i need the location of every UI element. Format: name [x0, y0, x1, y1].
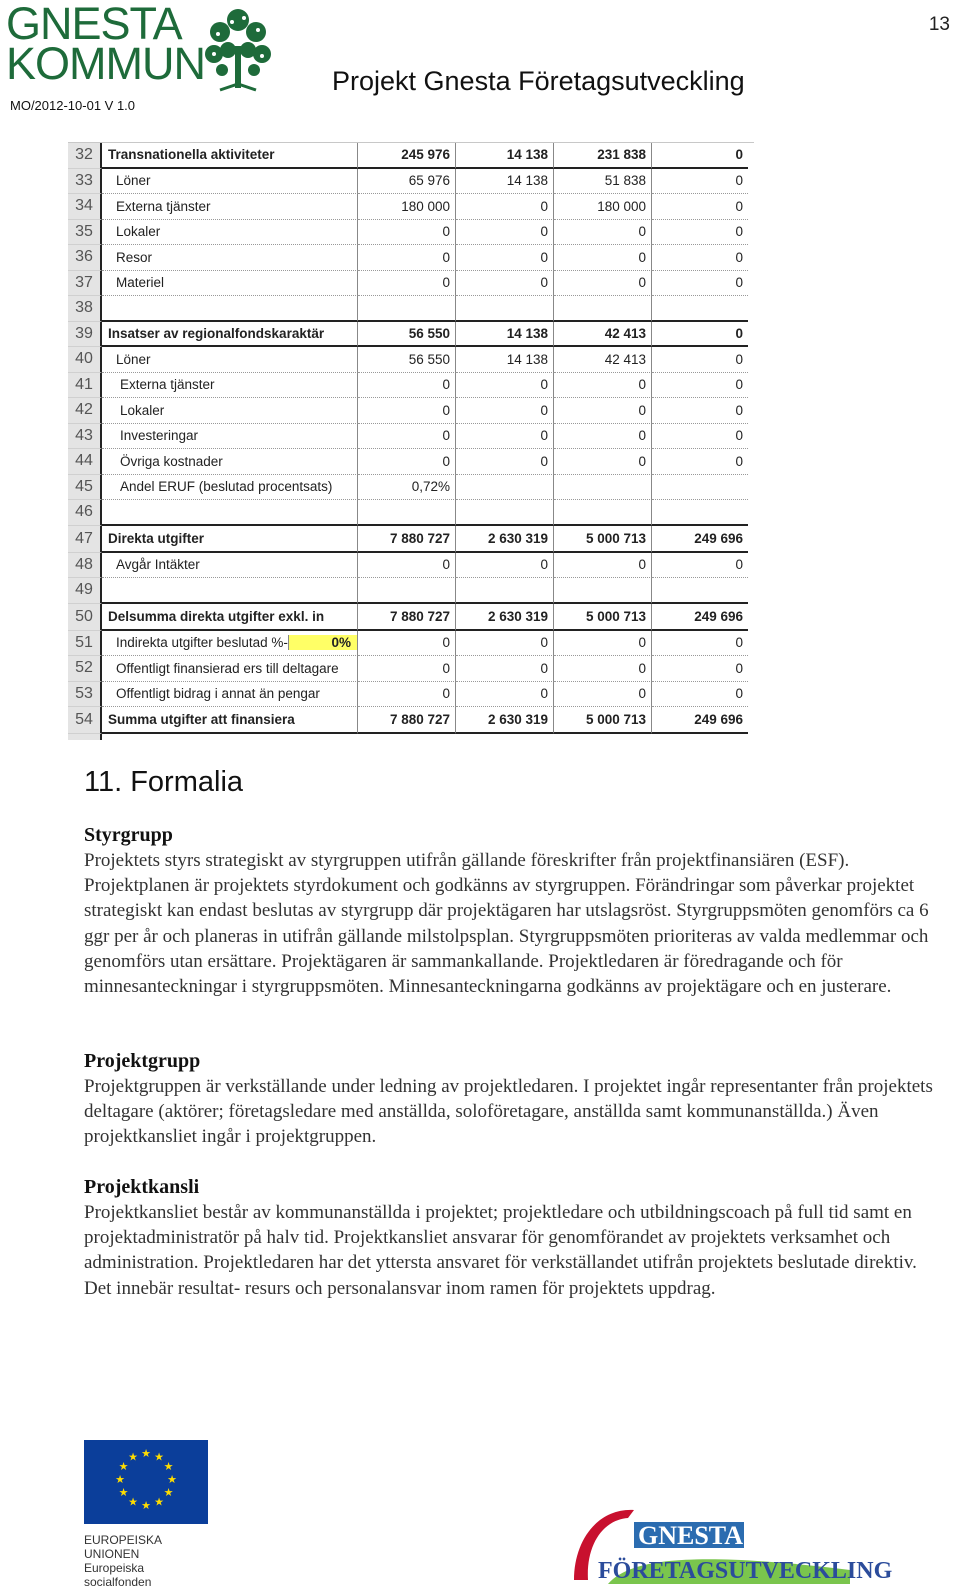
- row-label-with-percent: [102, 631, 358, 657]
- cell-value: [652, 475, 748, 501]
- cell-value: [358, 296, 456, 322]
- table-row: [68, 373, 754, 399]
- row-number: 37: [68, 271, 102, 297]
- cell-value: 5 000 713: [554, 526, 652, 553]
- cell-value: 14 138: [456, 169, 554, 195]
- eu-flag-icon: [84, 1440, 208, 1524]
- svg-text:★: ★: [118, 1486, 129, 1499]
- svg-text:★: ★: [154, 1495, 164, 1509]
- row-number: [68, 734, 102, 740]
- svg-text:★: ★: [167, 1473, 177, 1486]
- cell-value: 0: [358, 373, 456, 399]
- cell-value: 5 000 713: [554, 604, 652, 631]
- table-row: [68, 656, 754, 682]
- cell-value: 0: [652, 143, 748, 169]
- table-row: [68, 631, 754, 657]
- cell-value: 0: [554, 553, 652, 579]
- logo-wordmark: [6, 0, 205, 89]
- row-number: 38: [68, 296, 102, 322]
- cell-value: 56 550: [358, 347, 456, 373]
- cell-value: [554, 578, 652, 604]
- cell-value: 65 976: [358, 169, 456, 195]
- cell-value: 0: [554, 398, 652, 424]
- row-label: Lokaler: [102, 220, 358, 246]
- row-number: 36: [68, 245, 102, 271]
- row-label: Indirekta utgifter beslutad %-: [116, 635, 288, 651]
- cell-value: 7 880 727: [358, 707, 456, 734]
- table-row: [68, 682, 754, 708]
- row-label: Summa utgifter att finansiera: [102, 707, 358, 734]
- cell-value: 0: [456, 553, 554, 579]
- table-row: [68, 169, 754, 195]
- cell-value: 14 138: [456, 347, 554, 373]
- cell-value: 0: [456, 194, 554, 220]
- row-number: 49: [68, 578, 102, 604]
- cell-value: 0: [554, 682, 652, 708]
- cell-value: 0: [358, 398, 456, 424]
- gfu-line-2: FÖRETAGSUTVECKLING: [598, 1558, 893, 1584]
- eu-logo: [84, 1440, 210, 1589]
- cell-value: 0: [652, 220, 748, 246]
- cell-value: 0: [652, 245, 748, 271]
- row-number: 43: [68, 424, 102, 450]
- row-label: Resor: [102, 245, 358, 271]
- cell-value: 180 000: [358, 194, 456, 220]
- row-number: 47: [68, 526, 102, 553]
- row-number: 40: [68, 347, 102, 373]
- svg-text:★: ★: [163, 1460, 174, 1473]
- row-label: Offentligt bidrag i annat än pengar: [102, 682, 358, 708]
- cell-value: 0: [554, 631, 652, 657]
- cell-value: [456, 296, 554, 322]
- cell-value: 0: [358, 553, 456, 579]
- cell-value: 0: [456, 424, 554, 450]
- gfu-line-1: GNESTA: [638, 1521, 743, 1550]
- row-number: 53: [68, 682, 102, 708]
- row-number: 54: [68, 707, 102, 734]
- cell-value: 0: [358, 631, 456, 657]
- cell-value: 42 413: [554, 322, 652, 348]
- cell-value: 0: [358, 220, 456, 246]
- cell-value: 0: [554, 424, 652, 450]
- section-title: Projektgrupp: [84, 1050, 201, 1072]
- cell-value: 0: [652, 449, 748, 475]
- row-label: Andel ERUF (beslutad procentsats): [102, 475, 358, 501]
- cell-value: 0: [652, 271, 748, 297]
- cell-value: 0: [554, 373, 652, 399]
- cell-value: 56 550: [358, 322, 456, 348]
- percent-input-cell: 0%: [288, 635, 357, 650]
- eu-caption-line-2: Europeiska socialfonden: [84, 1561, 152, 1589]
- table-row: [68, 271, 754, 297]
- row-number: 41: [68, 373, 102, 399]
- table-row: [68, 449, 754, 475]
- cell-value: 2 630 319: [456, 707, 554, 734]
- cell-value: 0: [554, 245, 652, 271]
- eu-caption-line-1: EUROPEISKA UNIONEN: [84, 1533, 162, 1561]
- cell-value: 0: [456, 631, 554, 657]
- logo-line-1: GNESTA: [6, 0, 182, 49]
- cell-value: [554, 475, 652, 501]
- cell-value: [456, 500, 554, 526]
- row-number: 52: [68, 656, 102, 682]
- row-number: 51: [68, 631, 102, 657]
- row-number: 44: [68, 449, 102, 475]
- logo-line-2: KOMMUN: [6, 38, 205, 89]
- cell-value: 2 630 319: [456, 526, 554, 553]
- section-text: Projektgruppen är verkställande under ledning av projektledaren. I projektet ingår representanter från projektets deltagare (aktörer; företagsledare med anställda, soloföretagare, anställda samt kommunanställda.) Även projektkansliet ingår i projektgruppen.: [84, 1076, 933, 1148]
- table-row: [68, 245, 754, 271]
- cell-value: 0: [358, 424, 456, 450]
- cell-value: 0: [358, 271, 456, 297]
- cell-value: 0: [652, 398, 748, 424]
- cell-value: 7 880 727: [358, 604, 456, 631]
- row-number: 33: [68, 169, 102, 195]
- cell-value: [358, 578, 456, 604]
- row-number: 50: [68, 604, 102, 631]
- svg-text:★: ★: [118, 1460, 129, 1473]
- cell-value: 0: [456, 373, 554, 399]
- page-number: 13: [928, 14, 950, 35]
- cell-value: [652, 296, 748, 322]
- row-number: 46: [68, 500, 102, 526]
- cell-value: 7 880 727: [358, 526, 456, 553]
- section-projektgrupp: [84, 1049, 944, 1150]
- svg-text:★: ★: [141, 1447, 151, 1460]
- cell-value: [652, 578, 748, 604]
- table-row: [68, 424, 754, 450]
- table-row: [68, 475, 754, 501]
- svg-text:★: ★: [115, 1473, 125, 1486]
- cell-value: 51 838: [554, 169, 652, 195]
- cell-value: 2 630 319: [456, 604, 554, 631]
- row-label: Materiel: [102, 271, 358, 297]
- cell-value: 0,72%: [358, 475, 456, 501]
- row-label: Avgår Intäkter: [102, 553, 358, 579]
- row-number: 39: [68, 322, 102, 348]
- row-label: Externa tjänster: [102, 373, 358, 399]
- cell-value: 0: [358, 449, 456, 475]
- row-number: 48: [68, 553, 102, 579]
- cell-value: 0: [456, 245, 554, 271]
- section-styrgrupp: [84, 823, 944, 999]
- table-row: [68, 220, 754, 246]
- cell-value: 180 000: [554, 194, 652, 220]
- gnesta-foretagsutveckling-logo: [568, 1500, 893, 1584]
- sheet-bottom-row: [68, 734, 754, 740]
- row-label: Övriga kostnader: [102, 449, 358, 475]
- table-row: [68, 347, 754, 373]
- cell-value: 0: [554, 220, 652, 246]
- row-label: [102, 500, 358, 526]
- cell-value: 0: [358, 682, 456, 708]
- cell-value: 42 413: [554, 347, 652, 373]
- section-heading: 11. Formalia: [84, 766, 244, 798]
- table-row: [68, 604, 754, 631]
- document-title: Projekt Gnesta Företagsutveckling: [332, 66, 745, 96]
- cell-value: 245 976: [358, 143, 456, 169]
- table-row: [68, 553, 754, 579]
- table-row: [68, 707, 754, 734]
- table-row: [68, 143, 754, 169]
- row-number: 42: [68, 398, 102, 424]
- cell-value: [456, 475, 554, 501]
- cell-value: 0: [652, 424, 748, 450]
- cell-value: 0: [554, 271, 652, 297]
- row-label: Offentligt finansierad ers till deltagare: [102, 656, 358, 682]
- cell-value: 0: [652, 631, 748, 657]
- cell-value: 0: [652, 194, 748, 220]
- row-label: Löner: [102, 347, 358, 373]
- row-label: Investeringar: [102, 424, 358, 450]
- row-number: 35: [68, 220, 102, 246]
- svg-text:★: ★: [141, 1499, 151, 1512]
- row-label: Transnationella aktiviteter: [102, 143, 358, 169]
- svg-text:★: ★: [128, 1450, 138, 1464]
- row-label: Externa tjänster: [102, 194, 358, 220]
- gnesta-kommun-logo: [6, 0, 276, 94]
- section-text: Projektets styrs strategiskt av styrgruppen utifrån gällande föreskrifter från projektfinansiären (ESF). Projektplanen är projektets styrdokument och godkänns av styrgruppen. Förändringar som påverkar projektet strategiskt kan endast beslutas av styrgrupp där projektägaren har utslagsröst. Styrgruppsmöten genomförs ca 6 ggr per år och planeras in utifrån gällande milstolpsplan. Styrgruppsmöten prioriteras av valda medlemmar och genomförs utan ersättare. Projektägaren är sammankallande. Projektledaren är föredragande och för minnesanteckningar i styrgruppsmöten. Minnesanteckningarna godkänns av projektägare och en justerare.: [84, 850, 929, 998]
- section-projektkansli: [84, 1175, 944, 1301]
- eu-caption: [84, 1533, 210, 1589]
- svg-text:★: ★: [163, 1486, 174, 1499]
- cell-value: 0: [456, 398, 554, 424]
- section-text: Projektkansliet består av kommunanställda i projektet; projektledare och utbildningscoach på full tid samt en projektadministratör på halv tid. Projektkansliet ansvarar för genomförandet av projektets verksamhet och administration. Projektledaren har det yttersta ansvaret för verkställandet utifrån projektets beslutade direktiv. Det innebär resultat- resurs och personalansvar inom ramen för projektets uppdrag.: [84, 1202, 917, 1299]
- cell-value: [554, 500, 652, 526]
- cell-value: 0: [652, 682, 748, 708]
- row-label: Delsumma direkta utgifter exkl. in: [102, 604, 358, 631]
- row-label: [102, 296, 358, 322]
- cell-value: 0: [358, 245, 456, 271]
- cell-value: 231 838: [554, 143, 652, 169]
- row-label: Löner: [102, 169, 358, 195]
- cell-value: 0: [456, 271, 554, 297]
- svg-text:★: ★: [128, 1495, 138, 1509]
- cell-value: 249 696: [652, 604, 748, 631]
- cell-value: [652, 500, 748, 526]
- row-label: Lokaler: [102, 398, 358, 424]
- table-row: [68, 296, 754, 322]
- cell-value: 0: [554, 449, 652, 475]
- cell-value: 5 000 713: [554, 707, 652, 734]
- cell-value: 0: [358, 656, 456, 682]
- document-version: MO/2012-10-01 V 1.0: [10, 98, 136, 113]
- cell-value: 0: [456, 682, 554, 708]
- section-title: Projektkansli: [84, 1176, 200, 1198]
- cell-value: 14 138: [456, 322, 554, 348]
- row-number: 34: [68, 194, 102, 220]
- section-title: Styrgrupp: [84, 824, 173, 846]
- table-row: [68, 526, 754, 553]
- cell-value: 0: [652, 169, 748, 195]
- tree-icon: [202, 6, 274, 92]
- table-row: [68, 322, 754, 348]
- row-label: Direkta utgifter: [102, 526, 358, 553]
- cell-value: [554, 296, 652, 322]
- table-row: [68, 398, 754, 424]
- budget-spreadsheet: [68, 142, 754, 740]
- row-label: [102, 578, 358, 604]
- cell-value: 0: [652, 656, 748, 682]
- svg-text:★: ★: [154, 1450, 164, 1464]
- table-row: [68, 194, 754, 220]
- table-row: [68, 500, 754, 526]
- cell-value: 0: [456, 656, 554, 682]
- cell-value: [358, 500, 456, 526]
- cell-value: 0: [652, 553, 748, 579]
- cell-value: 14 138: [456, 143, 554, 169]
- cell-value: 0: [652, 347, 748, 373]
- cell-value: 0: [652, 322, 748, 348]
- table-row: [68, 578, 754, 604]
- cell-value: 0: [652, 373, 748, 399]
- row-number: 45: [68, 475, 102, 501]
- cell-value: 0: [554, 656, 652, 682]
- row-label: Insatser av regionalfondskaraktär: [102, 322, 358, 348]
- row-number: 32: [68, 143, 102, 169]
- cell-value: 249 696: [652, 707, 748, 734]
- cell-value: 0: [456, 449, 554, 475]
- cell-value: 0: [456, 220, 554, 246]
- cell-value: [456, 578, 554, 604]
- cell-value: 249 696: [652, 526, 748, 553]
